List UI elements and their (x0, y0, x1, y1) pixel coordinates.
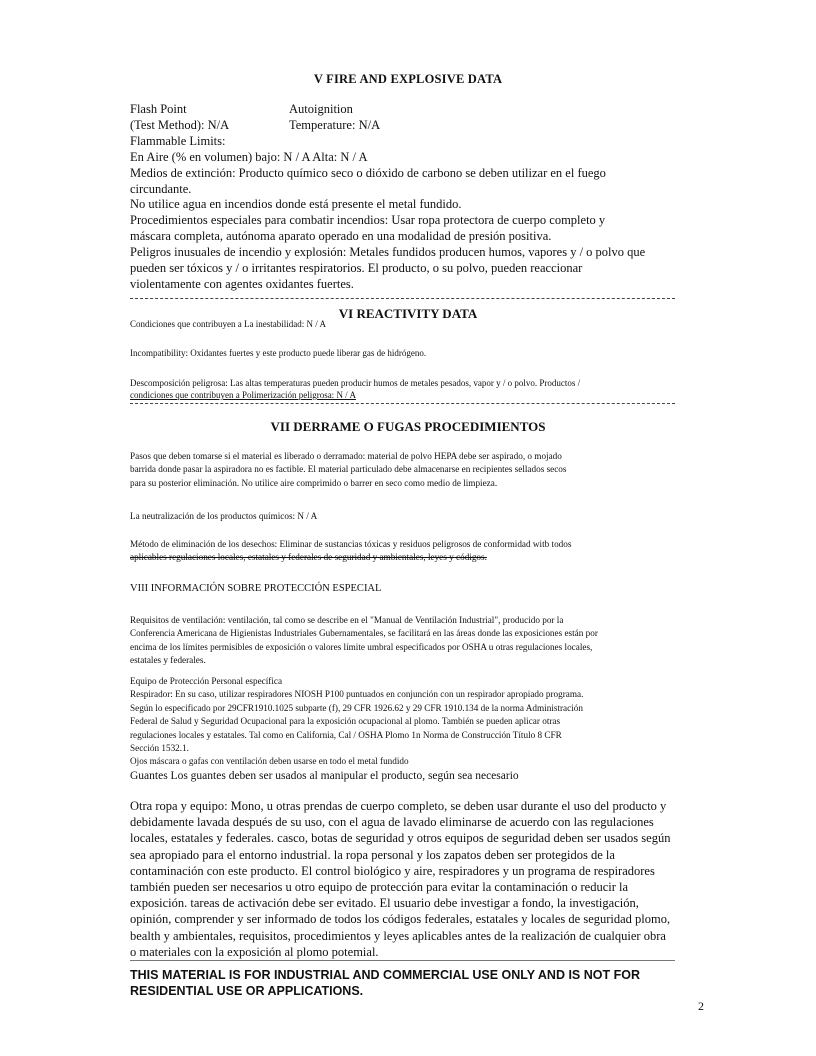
section-5-title: V FIRE AND EXPLOSIVE DATA (313, 72, 503, 86)
ventilation-line-1: Requisitos de ventilación: ventilación, tal como se describe en el "Manual de Ventilación Industrial", producido por la (130, 615, 564, 625)
spill-steps-line-3: para su posterior eliminación. No utilice aire comprimido o barrer en seco como medio de limpieza. (130, 477, 498, 488)
neutralization-line: La neutralización de los productos químicos: N / A (130, 511, 318, 521)
other-equipment-block (130, 798, 705, 960)
disposal-line-2: aplicables regulaciones locales, estatales y federales de seguridad y ambientales, leyes y códigos. (130, 552, 487, 563)
respirator-line-3: Federal de Salud y Seguridad Ocupacional para la exposición ocupacional al plomo. También se pueden aplicar otras (130, 716, 561, 727)
other-line-6: también pueden ser necesarios u otro equipo de protección para evitar la contaminación o reducir la (130, 880, 629, 895)
ppe-block (130, 675, 705, 769)
autoignition-label: Autoignition (289, 102, 353, 116)
disposal-line-1: Método de eliminación de los desechos: Eliminar de sustancias tóxicas y residuos peligrosos de conformidad witb todos (130, 539, 572, 549)
ppe-title: Equipo de Protección Personal específica (130, 676, 283, 686)
respirator-line-5: Sección 1532.1. (130, 743, 189, 754)
section-8-title: VIII INFORMACIÓN SOBRE PROTECCIÓN ESPECIAL (130, 583, 382, 594)
section-divider-6 (130, 403, 675, 404)
other-line-8: opinión, comprender y ser informado de todos los códigos federales, estatales y locales de seguridad plomo, (130, 912, 671, 927)
hazards-line-3: violentamente con agentes oxidantes fuertes. (130, 276, 354, 291)
decomposition-line-1: Descomposición peligrosa: Las altas temperaturas pueden producir humos de metales pesados, vapor y / o polvo. Productos / (130, 378, 581, 388)
test-method-row (130, 118, 705, 134)
spill-steps-block (130, 450, 705, 490)
other-line-2: debidamente lavada después de su uso, con el agua de lavado eliminarse de acuerdo con las regulaciones (130, 815, 654, 830)
decomposition-line-2: condiciones que contribuyen a Polimerización peligrosa: N / A (130, 390, 356, 400)
section-7-title: VII DERRAME O FUGAS PROCEDIMIENTOS (270, 419, 546, 434)
extinguishing-line-1: Medios de extinción: Producto químico seco o dióxido de carbono se deben utilizar en el fuego (130, 165, 606, 180)
ventilation-block (130, 614, 705, 668)
autoignition-temperature: Temperature: N/A (289, 117, 381, 132)
respirator-line-4: regulaciones locales y estatales. Tal como en California, Cal / OSHA Plomo 1n Norma de Construcción Título 8 CFR (130, 729, 562, 740)
flash-point-method: (Test Method): N/A (130, 117, 230, 132)
footer-notice-line-2: RESIDENTIAL USE OR APPLICATIONS. (130, 984, 364, 998)
extinguishing-line-2: circundante. (130, 181, 192, 196)
other-line-10: o materiales con la exposición al plomo potemial. (130, 944, 379, 959)
disposal-block (130, 538, 705, 565)
other-line-4: sea apropiado para el entorno industrial. la ropa personal y los zapatos deben ser protegidos de la (130, 847, 615, 862)
air-limits: En Aire (% en volumen) bajo: N / A Alta: N / A (130, 149, 368, 164)
hazards-line-1: Peligros inusuales de incendio y explosión: Metales fundidos producen humos, vapores y / o polvo que (130, 245, 646, 260)
ventilation-line-2: Conferencia Americana de Higienistas Industriales Gubernamentales, se facilitará en las áreas donde las exposiciones están por (130, 628, 598, 639)
flash-point-row (130, 102, 705, 118)
other-line-3: locales, estatales y federales. casco, botas de seguridad y otros equipos de seguridad deben ser usados según (130, 831, 671, 846)
respirator-line-1: Respirador: En su caso, utilizar respiradores NIOSH P100 puntuados en conjunción con un respirador apropiado programa. (130, 689, 584, 700)
section-5-body (130, 102, 705, 293)
spill-steps-line-1: Pasos que deben tomarse si el material es liberado o derramado: material de polvo HEPA debe ser aspirado, o mojado (130, 451, 562, 461)
section-divider-5 (130, 298, 675, 299)
decomposition-block (130, 377, 705, 401)
eyes-line: Ojos máscara o gafas con ventilación deben usarse en todo el metal fundido (130, 756, 409, 767)
page-number: 2 (698, 999, 704, 1013)
gloves-line: Guantes Los guantes deben ser usados al manipular el producto, según sea necesario (130, 770, 519, 782)
other-line-9: bealth y ambientales, requisitos, procedimientos y leyes aplicables antes de la realización de cualquier obra (130, 928, 666, 943)
footer-notice-line-1: THIS MATERIAL IS FOR INDUSTRIAL AND COMMERCIAL USE ONLY AND IS NOT FOR (130, 968, 640, 982)
section-6-title: VI REACTIVITY DATA (338, 306, 478, 321)
other-line-5: contaminación con este producto. El control biológico y aire, respiradores y un programa de respiradores (130, 863, 655, 878)
ventilation-line-3: encima de los límites permisibles de exposición o valores límite umbral especificados por OSHA u otras regulaciones locales, (130, 641, 593, 652)
flash-point-label: Flash Point (130, 102, 187, 116)
other-line-7: exposición. tareas de activación debe ser evitado. El usuario debe investigar a fondo, la investigación, (130, 896, 639, 911)
footer-notice (130, 967, 705, 999)
hazards-line-2: pueden ser tóxicos y / o irritantes respiratorios. El producto, o su polvo, pueden reaccionar (130, 261, 583, 276)
incompatibility-line: Incompatibility: Oxidantes fuertes y este producto puede liberar gas de hidrógeno. (130, 348, 427, 358)
ventilation-line-4: estatales y federales. (130, 655, 206, 666)
respirator-line-2: Según lo especificado por 29CFR1910.1025 subparte (f), 29 CFR 1926.62 y 29 CFR 1910.134 de la norma Administración (130, 702, 583, 713)
no-water-note: No utilice agua en incendios donde está presente el metal fundido. (130, 197, 462, 212)
special-procedures-line-1: Procedimientos especiales para combatir incendios: Usar ropa protectora de cuerpo completo y (130, 213, 606, 228)
special-procedures-line-2: máscara completa, autónoma aparato operado en una modalidad de presión positiva. (130, 229, 552, 244)
spill-steps-line-2: barrida donde pasar la aspiradora no es factible. El material particulado debe almacenarse en recipientes sellados secos (130, 464, 567, 475)
footer-divider (130, 960, 675, 961)
instability-line: Condiciones que contribuyen a La inestabilidad: N / A (130, 319, 326, 329)
other-line-1: Otra ropa y equipo: Mono, u otras prendas de cuerpo completo, se deben usar durante el uso del producto y (130, 799, 667, 813)
flammable-limits: Flammable Limits: (130, 133, 226, 148)
